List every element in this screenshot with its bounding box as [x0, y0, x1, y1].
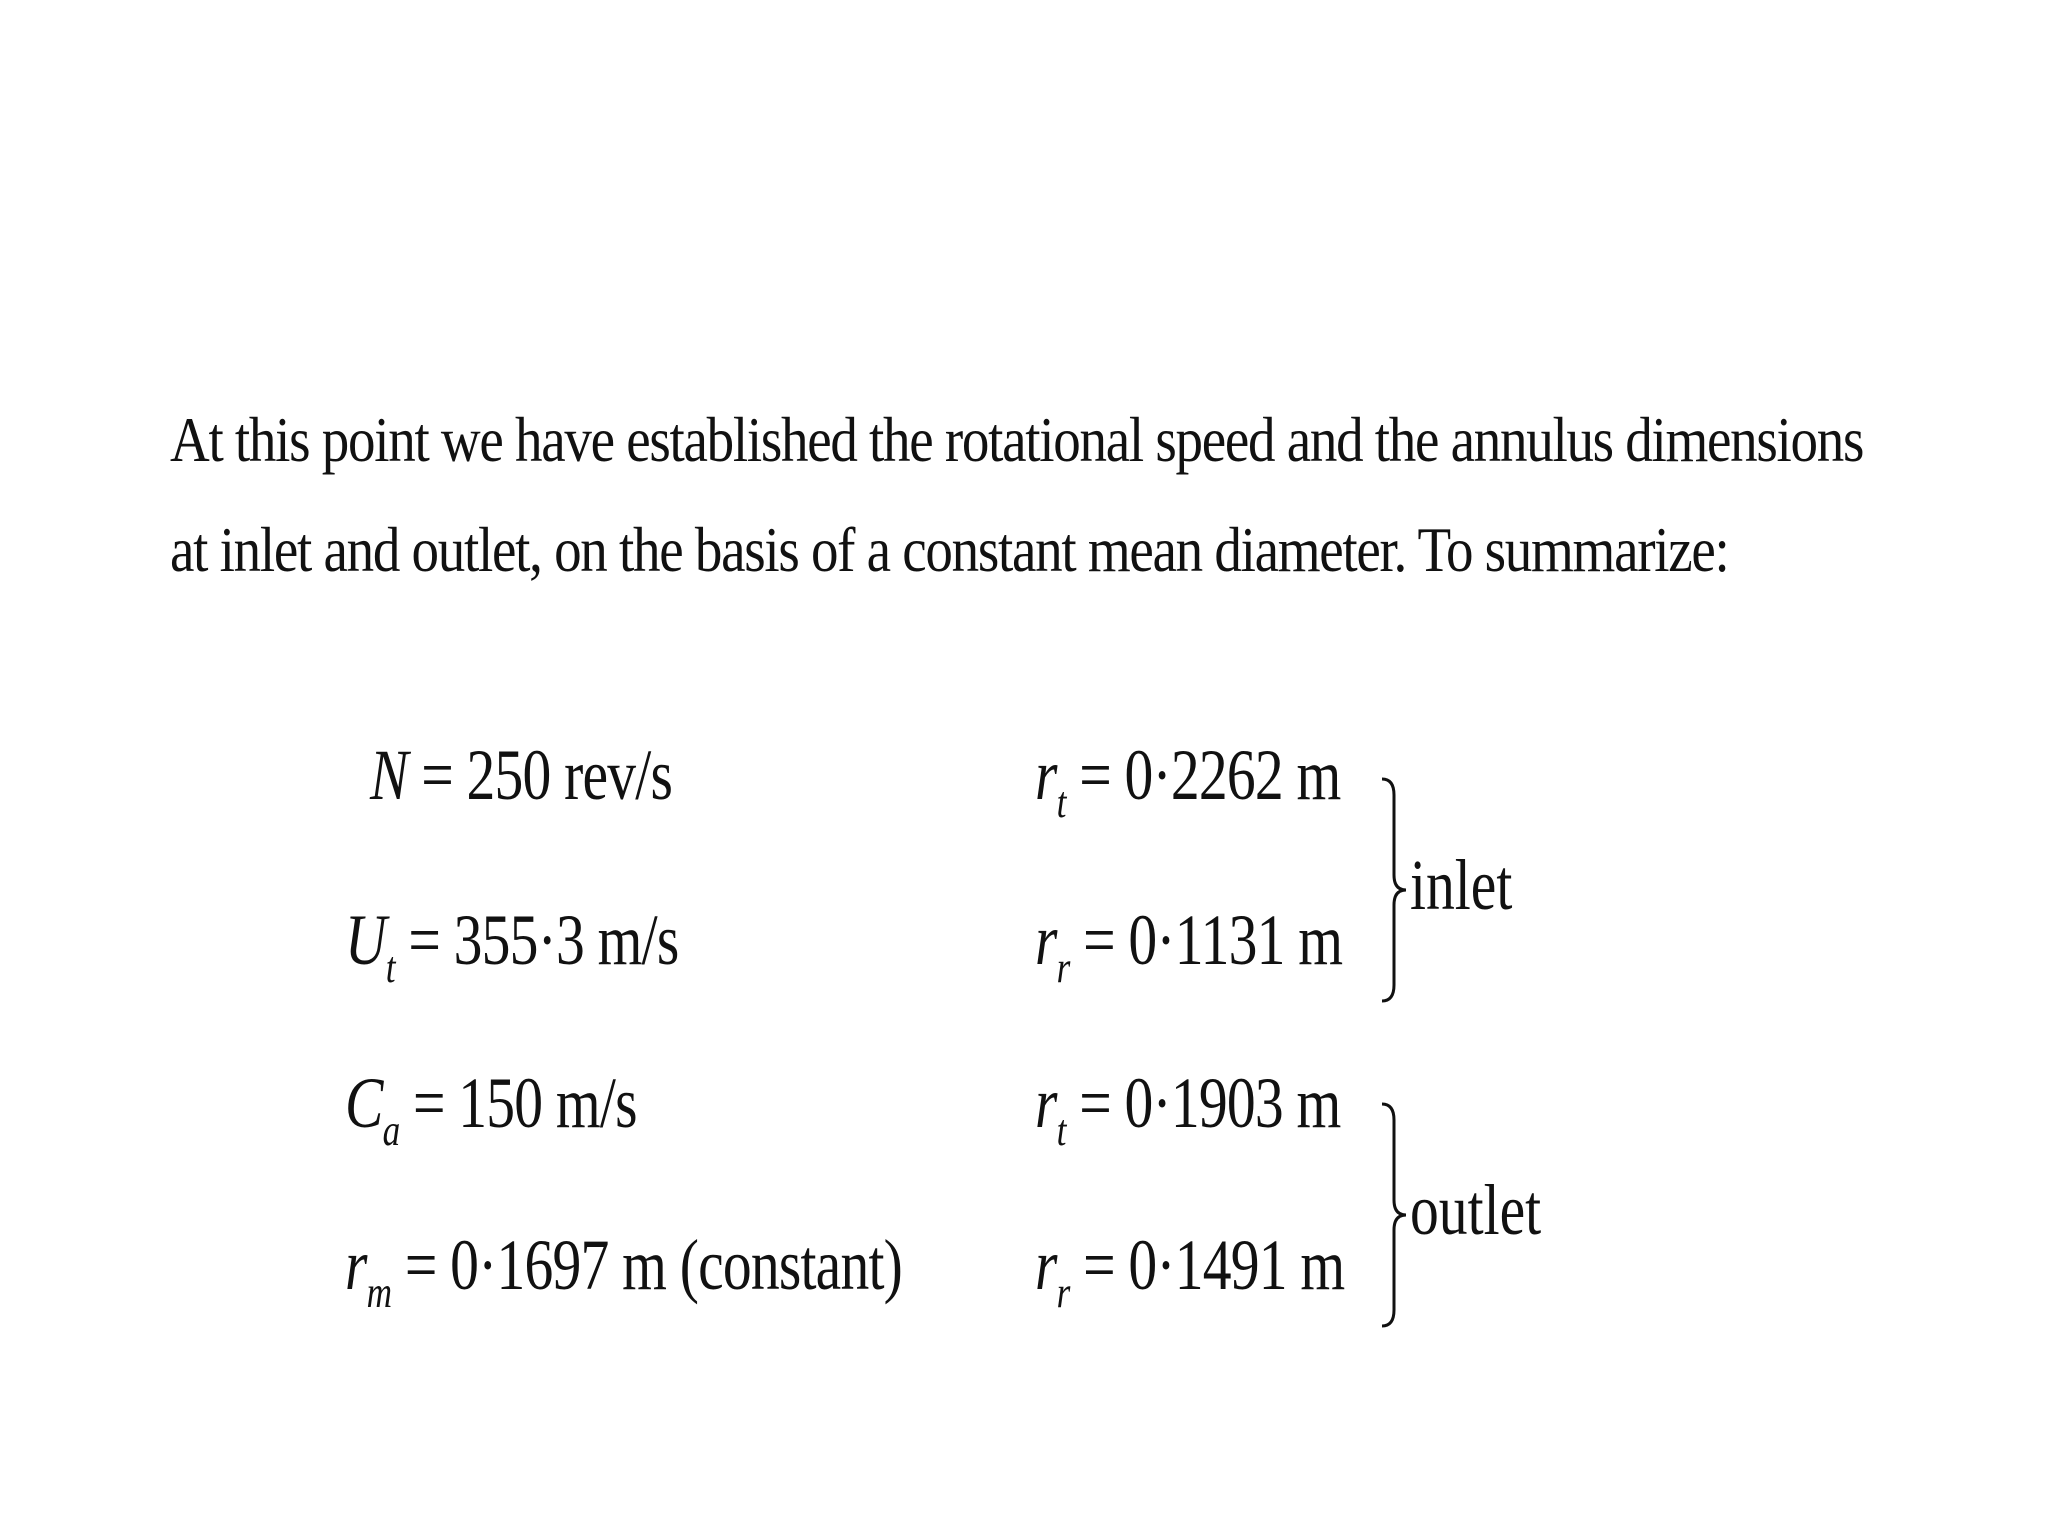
eq-symbol: N — [370, 735, 408, 815]
eq-subscript: a — [382, 1106, 400, 1155]
eq-rhs: = 250 rev/s — [421, 735, 673, 815]
eq-symbol: r — [1035, 1063, 1057, 1143]
equation-axial-velocity — [345, 1063, 637, 1171]
eq-subscript: r — [1056, 1268, 1070, 1317]
eq-symbol: r — [1035, 1225, 1057, 1305]
eq-symbol: C — [345, 1063, 383, 1143]
eq-symbol: r — [1035, 735, 1057, 815]
eq-symbol: r — [345, 1225, 367, 1305]
outlet-label: outlet — [1410, 1170, 1542, 1250]
inlet-brace-icon — [1380, 775, 1408, 1005]
eq-rhs: = 0·1903 m — [1079, 1063, 1341, 1143]
equation-tip-speed — [345, 900, 678, 1008]
equation-mean-radius — [345, 1225, 902, 1333]
eq-rhs: = 0·2262 m — [1079, 735, 1341, 815]
eq-rhs: = 0·1697 m (constant) — [404, 1225, 903, 1305]
equation-inlet-root-radius — [1035, 900, 1342, 1008]
equation-inlet-tip-radius — [1035, 735, 1340, 843]
paragraph-line-1: At this point we have established the rotational speed and the annulus dimensions — [170, 404, 1864, 475]
eq-subscript: t — [385, 943, 395, 992]
eq-rhs: = 150 m/s — [413, 1063, 637, 1143]
eq-subscript: t — [1056, 1106, 1066, 1155]
paragraph-line-2: at inlet and outlet, on the basis of a constant mean diameter. To summarize: — [170, 514, 1729, 585]
eq-subscript: r — [1056, 943, 1070, 992]
summary-paragraph — [170, 385, 1864, 605]
eq-symbol: U — [345, 900, 386, 980]
eq-rhs: = 0·1131 m — [1083, 900, 1343, 980]
equation-outlet-tip-radius — [1035, 1063, 1340, 1171]
eq-rhs: = 355·3 m/s — [408, 900, 679, 980]
outlet-brace-icon — [1380, 1100, 1408, 1330]
eq-subscript: m — [366, 1268, 392, 1317]
eq-rhs: = 0·1491 m — [1083, 1225, 1345, 1305]
equation-rotational-speed — [370, 735, 672, 843]
equation-outlet-root-radius — [1035, 1225, 1344, 1333]
inlet-label: inlet — [1410, 845, 1513, 925]
eq-subscript: t — [1056, 778, 1066, 827]
eq-symbol: r — [1035, 900, 1057, 980]
